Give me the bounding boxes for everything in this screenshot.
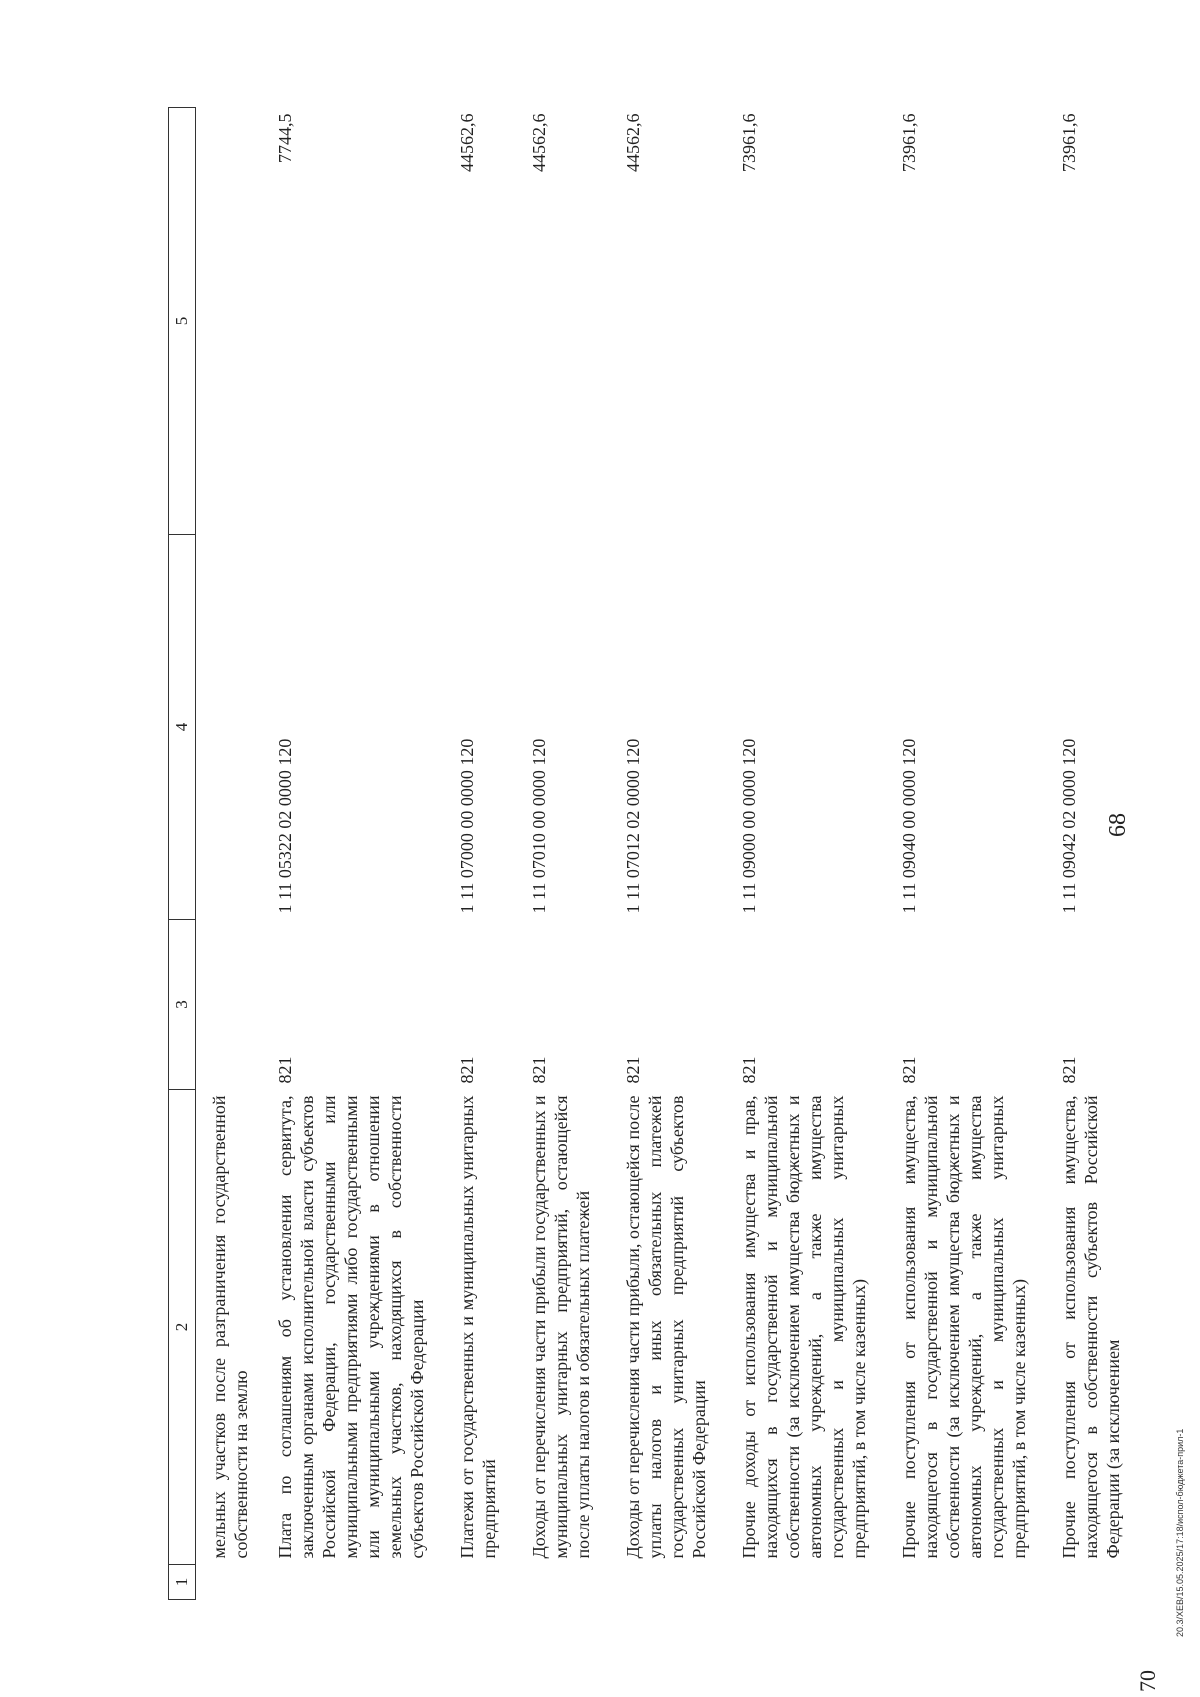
- table-row: [268, 108, 444, 1600]
- revenue-name: Доходы от перечисления части прибыли государственных и муниципальных унитарных предприятий, остающейся после уплаты налогов и обязательных платежей: [529, 1095, 593, 1559]
- table-row: [516, 108, 610, 1600]
- budget-code: 1 11 05322 02 0000 120: [275, 738, 295, 914]
- admin-code: 821: [1059, 1056, 1079, 1084]
- column-header-1: 1: [169, 1565, 196, 1600]
- budget-code: 1 11 09040 00 0000 120: [899, 738, 919, 914]
- admin-code: 821: [457, 1056, 477, 1084]
- table-row: [610, 108, 726, 1600]
- revenue-name: Платежи от государственных и муниципальных унитарных предприятий: [457, 1095, 499, 1559]
- revenue-name: мельных участков после разграничения государственной собственности на землю: [209, 1095, 251, 1559]
- admin-code: 821: [275, 1056, 295, 1084]
- admin-code: 821: [529, 1056, 549, 1084]
- footer-page-number: 70: [1135, 1670, 1160, 1692]
- amount: 44562,6: [529, 113, 549, 172]
- revenue-name: Прочие поступления от использования имущества, находящегося в собственности субъектов Российской Федерации (за исключением: [1059, 1095, 1123, 1559]
- table-row: [444, 108, 516, 1600]
- column-header-5: 5: [169, 108, 196, 535]
- budget-code: 1 11 07000 00 0000 120: [457, 738, 477, 914]
- admin-code: [196, 920, 269, 1090]
- budget-code: 1 11 09000 00 0000 120: [739, 738, 759, 914]
- budget-code: 1 11 07012 02 0000 120: [623, 738, 643, 914]
- amount: [196, 108, 269, 535]
- amount: 73961,6: [739, 113, 759, 172]
- budget-revenue-table: [168, 107, 1140, 1600]
- admin-code: 821: [623, 1056, 643, 1084]
- admin-code: 821: [739, 1056, 759, 1084]
- column-header-4: 4: [169, 535, 196, 920]
- amount: 73961,6: [1059, 113, 1079, 172]
- document-identifier: 20.3/ХЕВ/15.05.2025/17:18/испол-бюджета-прил-1: [1175, 1428, 1185, 1637]
- table-row: [886, 108, 1046, 1600]
- budget-code: [196, 535, 269, 920]
- revenue-name: Плата по соглашениям об установлении сервитута, заключенным органами исполнительной власти субъектов Российской Федерации, государственными или муниципальными предприятиями либо государственными или муниципальными учреждениями в отношении земельных участков, находящихся в собственности субъектов Российской Федерации: [275, 1095, 427, 1559]
- page-number: 68: [1105, 813, 1131, 837]
- column-header-3: 3: [169, 920, 196, 1090]
- table-row: [196, 108, 269, 1600]
- column-header-2: 2: [169, 1090, 196, 1565]
- budget-code: 1 11 09042 02 0000 120: [1059, 738, 1079, 914]
- amount: 44562,6: [457, 113, 477, 172]
- table-row: [726, 108, 886, 1600]
- revenue-name: Прочие поступления от использования имущества, находящегося в государственной и муниципальной собственности (за исключением имущества бюджетных и автономных учреждений, а также имущества государственных и муниципальных унитарных предприятий, в том числе казенных): [899, 1095, 1029, 1559]
- table-row: [1046, 108, 1140, 1600]
- revenue-name: Доходы от перечисления части прибыли, остающейся после уплаты налогов и иных обязательных платежей государственных унитарных предприятий субъектов Российской Федерации: [623, 1095, 709, 1559]
- budget-code: 1 11 07010 00 0000 120: [529, 738, 549, 914]
- revenue-name: Прочие доходы от использования имущества и прав, находящихся в государственной и муниципальной собственности (за исключением имущества бюджетных и автономных учреждений, а также имущества государственных и муниципальных унитарных предприятий, в том числе казенных): [739, 1095, 869, 1559]
- amount: 7744,5: [275, 113, 295, 163]
- amount: 73961,6: [899, 113, 919, 172]
- table-header-row: [169, 108, 196, 1600]
- amount: 44562,6: [623, 113, 643, 172]
- admin-code: 821: [899, 1056, 919, 1084]
